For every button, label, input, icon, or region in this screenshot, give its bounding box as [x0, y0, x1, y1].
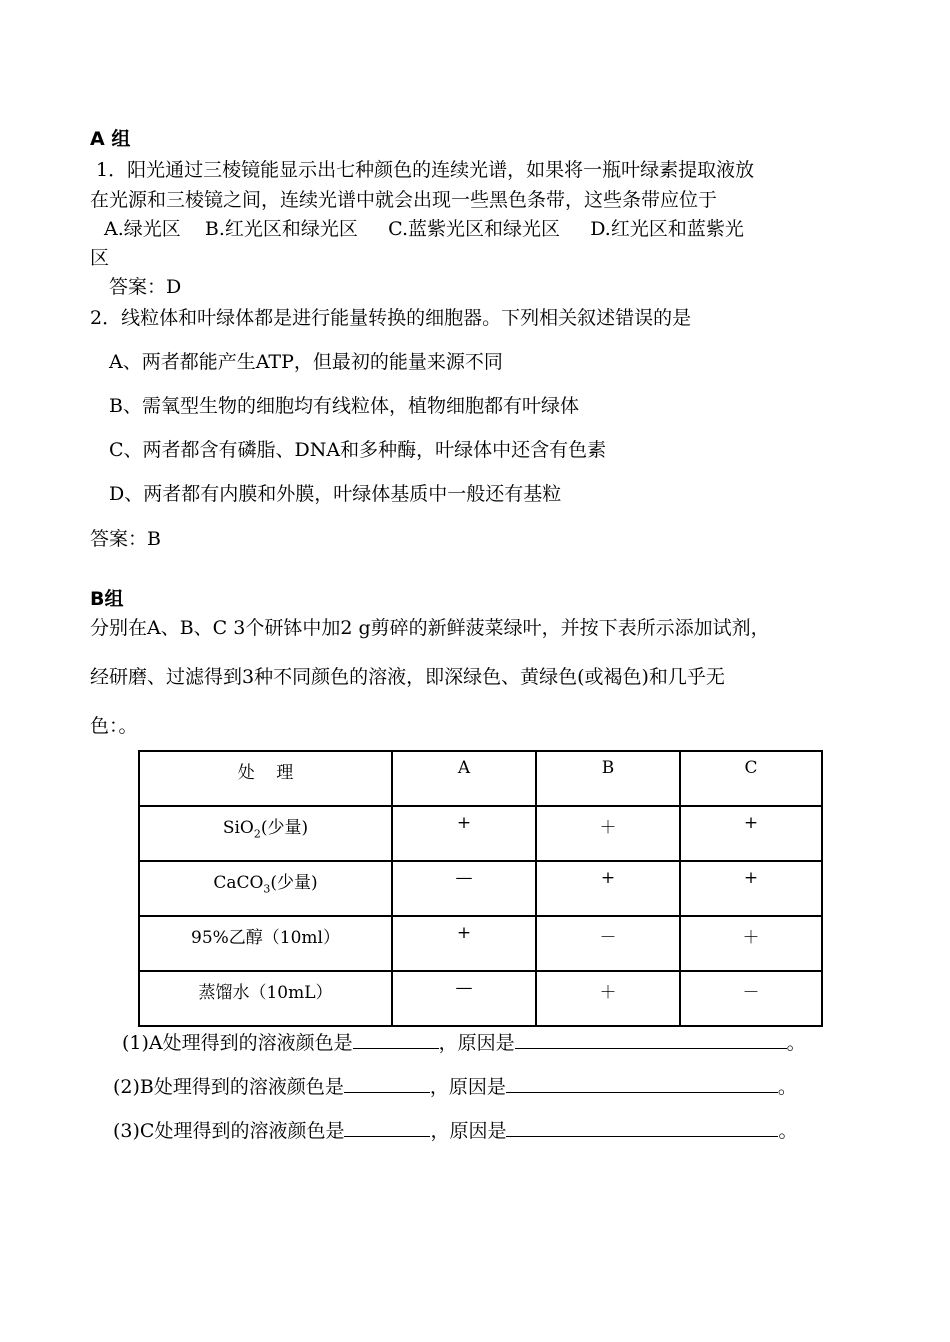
table-row: [139, 861, 822, 916]
cell-c: ＋: [680, 916, 822, 971]
q2-option-d: D、两者都有内膜和外膜，叶绿体基质中一般还有基粒: [109, 483, 562, 505]
sub-question-1: (1)A处理得到的溶液颜色是 ，原因是 。: [122, 1032, 806, 1054]
answer-blank-color[interactable]: [344, 1091, 430, 1093]
cell-b: ＋: [536, 806, 680, 861]
q1-answer: 答案：D: [109, 276, 182, 298]
table-row: [139, 916, 822, 971]
group-b-intro-line1: 分别在A、B、C 3个研钵中加2 g剪碎的新鲜菠菜绿叶，并按下表所示添加试剂，: [90, 617, 770, 639]
row-label: CaCO$_3$(少量): [139, 861, 392, 916]
sub-question-2: (2)B处理得到的溶液颜色是 ，原因是 。: [113, 1076, 797, 1098]
table-row: [139, 971, 822, 1026]
cell-b: +: [536, 861, 680, 916]
answer-blank-reason[interactable]: [506, 1135, 778, 1137]
row-label: SiO$_2$(少量): [139, 806, 392, 861]
cell-a: +: [392, 916, 536, 971]
sub-question-3: (3)C处理得到的溶液颜色是 ，原因是 。: [113, 1120, 798, 1142]
cell-c: +: [680, 806, 822, 861]
answer-blank-reason[interactable]: [515, 1047, 787, 1049]
answer-blank-color[interactable]: [353, 1047, 439, 1049]
q2-option-a: A、两者都能产生ATP，但最初的能量来源不同: [109, 351, 503, 373]
q1-options: A.绿光区 B.红光区和绿光区 C.蓝紫光区和绿光区 D.红光区和蓝紫光: [104, 218, 744, 240]
table-row: [139, 806, 822, 861]
cell-c: +: [680, 861, 822, 916]
q1-options-wrap: 区: [90, 247, 110, 269]
table-header-cell: B: [536, 751, 680, 806]
table-header-cell: A: [392, 751, 536, 806]
group-b-heading: B组: [90, 588, 124, 610]
row-label: 95%乙醇（10ml）: [139, 916, 392, 971]
cell-b: －: [536, 916, 680, 971]
q2-answer: 答案：B: [90, 528, 161, 550]
cell-c: －: [680, 971, 822, 1026]
group-b-intro-line3: 色：。: [90, 715, 138, 737]
cell-b: ＋: [536, 971, 680, 1026]
cell-a: —: [392, 861, 536, 916]
group-a-heading: A 组: [90, 128, 131, 150]
q2-stem: 2．线粒体和叶绿体都是进行能量转换的细胞器。下列相关叙述错误的是: [90, 307, 692, 329]
q1-line1: 1．阳光通过三棱镜能显示出七种颜色的连续光谱，如果将一瓶叶绿素提取液放: [96, 159, 755, 181]
row-label: 蒸馏水（10mL）: [139, 971, 392, 1026]
group-b-intro-line2: 经研磨、过滤得到3种不同颜色的溶液，即深绿色、黄绿色(或褐色)和几乎无: [90, 666, 725, 688]
q1-line2: 在光源和三棱镜之间，连续光谱中就会出现一些黑色条带，这些条带应位于: [90, 189, 718, 211]
table-header-cell: 处 理: [139, 751, 392, 806]
q2-option-b: B、需氧型生物的细胞均有线粒体，植物细胞都有叶绿体: [109, 395, 579, 417]
q2-option-c: C、两者都含有磷脂、DNA和多种酶，叶绿体中还含有色素: [109, 439, 607, 461]
table-header-cell: C: [680, 751, 822, 806]
table-header-row: [139, 751, 822, 806]
answer-blank-reason[interactable]: [506, 1091, 778, 1093]
answer-blank-color[interactable]: [344, 1135, 430, 1137]
cell-a: +: [392, 806, 536, 861]
reagent-table: [138, 750, 823, 1027]
cell-a: —: [392, 971, 536, 1026]
